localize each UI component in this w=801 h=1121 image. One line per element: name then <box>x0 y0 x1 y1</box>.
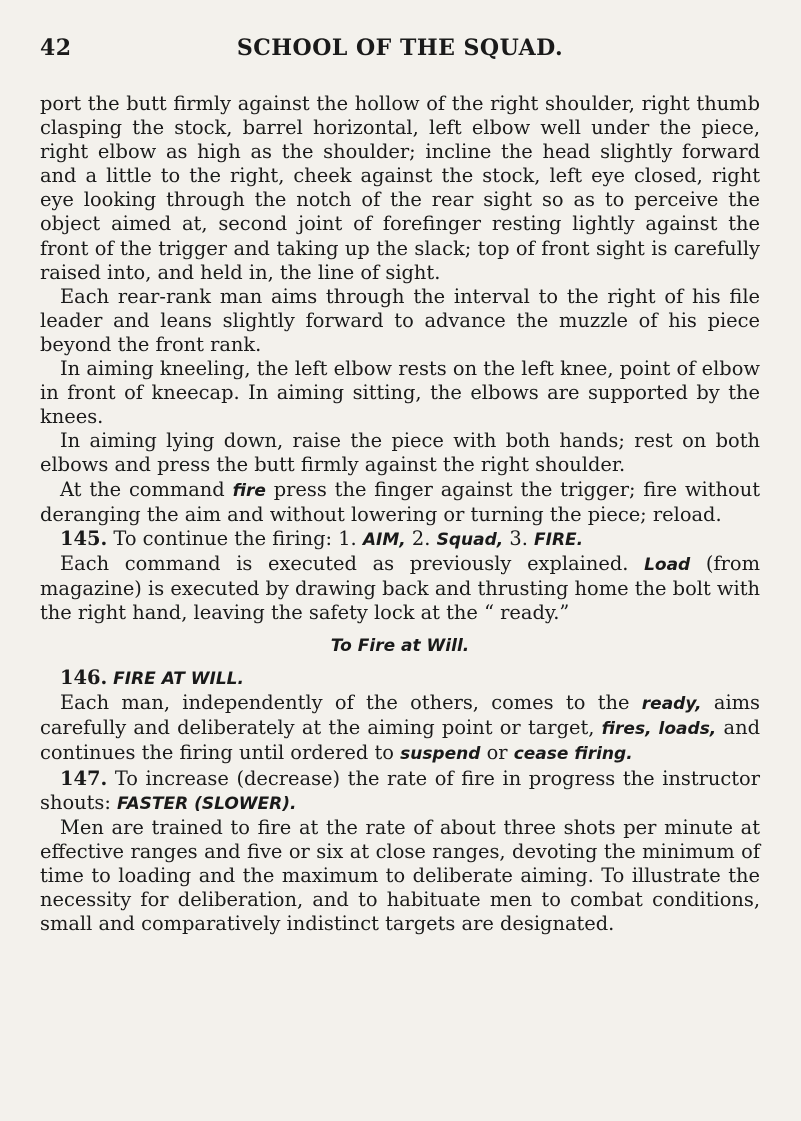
paragraph-number: 147. <box>60 766 108 790</box>
text-segment: or <box>480 741 514 765</box>
command-suspend: suspend <box>400 744 481 765</box>
body-text <box>40 92 760 936</box>
paragraph-fire-command <box>40 478 760 527</box>
paragraph-rate-of-fire: Men are trained to fire at the rate of about three shots per minute at effective ranges and five or six at close ranges, devoting the minimum of time to loading and the maximum to deliberate aiming. To illustrate the necessity for deliberation, and to habituate men to combat conditions, small and comparatively indistinct targets are designated. <box>40 815 760 936</box>
text-segment: 2. <box>405 526 437 550</box>
text-segment: press the finger against the trigger; fire without deranging the aim and without lowering or turning the piece; reload. <box>40 477 760 526</box>
text-segment: Each command is executed as previously explained. <box>60 551 645 575</box>
section-heading-text: To Fire at Will. <box>330 636 470 657</box>
command-faster-slower: FASTER (SLOWER). <box>117 793 297 814</box>
running-head <box>40 30 760 70</box>
text-segment: To continue the firing: 1. <box>107 526 363 550</box>
command-fire: fire <box>232 480 266 501</box>
command-squad: Squad, <box>436 529 504 550</box>
text-segment: 3. <box>503 526 535 550</box>
paragraph-145 <box>40 527 760 552</box>
paragraph-lying-down: In aiming lying down, raise the piece with both hands; rest on both elbows and press the butt firmly against the right shoulder. <box>40 429 760 477</box>
text-segment: Each man, independently of the others, comes to the <box>60 691 642 715</box>
command-ready: ready, <box>641 694 702 715</box>
paragraph-146 <box>40 666 760 691</box>
paragraph-kneeling-sitting: In aiming kneeling, the left elbow rests on the left knee, point of elbow in front of kneecap. In aiming sitting, the elbows are supported by the knees. <box>40 357 760 429</box>
section-heading <box>40 633 760 658</box>
text-segment: At the command <box>60 477 233 501</box>
paragraph-number: 146. <box>60 666 108 690</box>
command-fire: FIRE. <box>534 529 584 550</box>
book-page <box>40 30 760 936</box>
paragraph-load <box>40 552 760 625</box>
page-number: 42 <box>40 35 72 61</box>
text-segment: and continues the firing until ordered to <box>40 716 760 765</box>
paragraph-number: 145. <box>60 526 108 550</box>
paragraph-each-man <box>40 691 760 766</box>
command-fire-at-will: FIRE AT WILL. <box>107 669 244 690</box>
text-segment: (from magazine) is executed by drawing back and thrusting home the bolt with the right hand, leaving the safety lock at the “ ready.” <box>40 551 760 624</box>
command-load: Load <box>644 554 691 575</box>
text-segment: To increase (decrease) the rate of fire in progress the instructor shouts: <box>40 766 760 814</box>
paragraph-147 <box>40 767 760 816</box>
text-segment: aims carefully and deliberately at the aiming point or target, <box>40 691 760 740</box>
page-header-title: SCHOOL OF THE SQUAD. <box>236 35 564 61</box>
paragraph-aiming-position: port the butt firmly against the hollow of the right shoulder, right thumb clasping the stock, barrel horizontal, left elbow well under the piece, right elbow as high as the shoulder; incline the head slightly forward and a little to the right, cheek against the stock, left eye closed, right eye looking through the notch of the rear sight so as to perceive the object aimed at, second joint of forefinger resting lightly against the front of the trigger and taking up the slack; top of front sight is carefully raised into, and held in, the line of sight. <box>40 92 760 284</box>
command-cease-firing: cease firing. <box>513 744 633 765</box>
command-aim: AIM, <box>362 529 406 550</box>
command-fires-loads: fires, loads, <box>601 719 717 740</box>
paragraph-rear-rank: Each rear-rank man aims through the interval to the right of his file leader and leans slightly forward to advance the muzzle of his piece beyond the front rank. <box>40 284 760 356</box>
